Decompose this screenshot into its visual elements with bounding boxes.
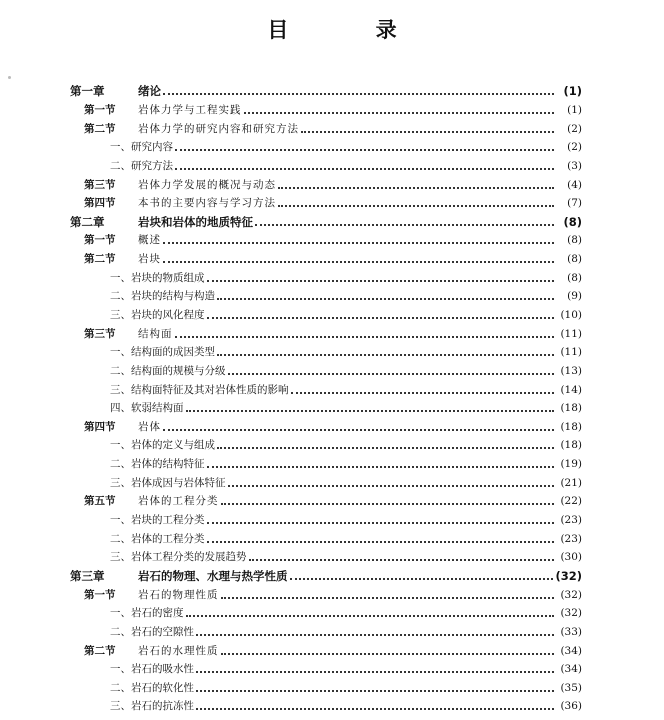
entry-title: 三、结构面特征及其对岩体性质的影响 [110,383,289,396]
entry-number: 第二章 [70,214,105,229]
entry-number: 第二节 [84,122,116,135]
toc-entry-item[interactable] [70,473,582,492]
dot-leader [291,392,555,394]
entry-page-number: (4) [567,178,582,191]
dot-leader [175,149,554,151]
entry-page-number: (32) [560,607,582,620]
dot-leader [163,261,554,263]
entry-page-number: (23) [560,514,582,527]
dot-leader [163,429,554,431]
dot-leader [217,298,554,300]
entry-title: 一、结构面的成因类型 [110,346,215,359]
toc-entry-section[interactable] [70,231,582,250]
toc-entry-item[interactable] [70,268,582,287]
toc-entry-section[interactable] [70,585,582,604]
entry-title: 岩体力学的研究内容和研究方法 [138,122,299,135]
entry-title: 一、岩石的吸水性 [110,663,194,676]
toc-entry-item[interactable] [70,362,582,381]
entry-page-number: (10) [560,309,582,321]
entry-number: 第一节 [84,234,116,247]
dot-leader [207,317,555,319]
toc-entry-chapter[interactable] [70,82,582,101]
toc-entry-section[interactable] [70,119,582,138]
entry-page-number: (9) [567,290,582,303]
toc-entry-item[interactable] [70,623,582,642]
entry-title: 二、岩石的空隙性 [110,625,194,638]
dot-leader [196,671,554,673]
entry-page-number: (18) [560,439,582,452]
dot-leader [290,578,554,580]
entry-page-number: (32) [560,588,582,601]
dot-leader [217,447,554,449]
entry-title: 岩体力学与工程实践 [138,103,242,116]
dot-leader [175,168,554,170]
entry-page-number: (18) [560,402,582,415]
entry-page-number: (3) [567,159,582,172]
entry-title: 结构面 [138,327,173,340]
dot-leader [221,597,555,599]
dot-leader [163,93,554,95]
toc-entry-item[interactable] [70,529,582,548]
entry-title: 岩体的工程分类 [138,495,219,508]
dot-leader [221,503,555,505]
entry-title: 一、岩石的密度 [110,607,184,620]
entry-page-number: (30) [560,551,582,564]
entry-page-number: (34) [560,663,582,676]
entry-title: 二、岩石的软化性 [110,681,194,694]
entry-page-number: (13) [560,364,582,377]
dot-leader [217,354,554,356]
entry-number: 第二节 [84,644,116,657]
entry-page-number: (21) [560,476,582,489]
entry-page-number: (36) [560,700,582,713]
toc-entry-item[interactable] [70,697,582,716]
entry-title: 三、岩石的抗冻性 [110,700,194,713]
toc-entry-item[interactable] [70,679,582,698]
entry-number: 第三节 [84,327,116,340]
entry-title: 四、软弱结构面 [110,402,184,415]
entry-title: 一、研究内容 [110,141,173,154]
dot-leader [228,485,555,487]
entry-page-number: (14) [560,383,582,396]
entry-title: 岩体力学发展的概况与动态 [138,178,276,191]
entry-title: 二、岩体的结构特征 [110,458,205,471]
entry-page-number: (8) [567,271,582,284]
entry-page-number: (18) [560,420,582,433]
entry-title: 三、岩块的风化程度 [110,309,205,321]
entry-title: 岩石的物理性质 [138,588,219,601]
toc-entry-section[interactable] [70,418,582,437]
entry-page-number: (33) [560,625,582,638]
toc-entry-item[interactable] [70,436,582,455]
entry-page-number: (19) [560,458,582,471]
dot-leader [255,224,554,226]
entry-page-number: (23) [560,532,582,545]
entry-title: 三、岩体工程分类的发展趋势 [110,551,247,564]
dot-leader [207,541,555,543]
toc-entry-section[interactable] [70,492,582,511]
entry-title: 二、研究方法 [110,159,173,172]
dot-leader [163,242,554,244]
entry-number: 第二节 [84,253,116,266]
entry-number: 第三章 [70,568,105,583]
toc-entry-item[interactable] [70,157,582,176]
entry-page-number: (35) [560,681,582,694]
toc-entry-item[interactable] [70,380,582,399]
dot-leader [207,466,555,468]
entry-page-number: (8) [563,214,582,229]
toc-entry-chapter[interactable] [70,567,582,586]
entry-title: 岩块和岩体的地质特征 [138,214,253,229]
entry-title: 一、岩块的工程分类 [110,514,205,527]
entry-number: 第四节 [84,420,116,433]
toc-entry-item[interactable] [70,660,582,679]
dot-leader [301,131,554,133]
toc-entry-section[interactable] [70,324,582,343]
entry-page-number: (7) [567,197,582,210]
table-of-contents [70,82,582,716]
entry-page-number: (11) [560,327,582,340]
dot-leader [249,559,555,561]
dot-leader [207,522,555,524]
entry-title: 绪论 [138,84,161,99]
entry-page-number: (22) [560,495,582,508]
dot-leader [186,615,555,617]
dot-leader [196,634,554,636]
entry-title: 一、岩体的定义与组成 [110,439,215,452]
toc-entry-section[interactable] [70,641,582,660]
toc-entry-section[interactable] [70,194,582,213]
entry-title: 本书的主要内容与学习方法 [138,197,276,210]
entry-title: 岩体 [138,420,161,433]
entry-title: 二、结构面的规模与分级 [110,364,226,377]
toc-entry-chapter[interactable] [70,212,582,231]
toc-entry-item[interactable] [70,138,582,157]
entry-page-number: (8) [567,253,582,266]
dot-leader [175,336,555,338]
toc-entry-item[interactable] [70,455,582,474]
toc-entry-item[interactable] [70,399,582,418]
entry-title: 二、岩体的工程分类 [110,532,205,545]
entry-title: 岩石的水理性质 [138,644,219,657]
entry-number: 第四节 [84,197,116,210]
entry-title: 三、岩体成因与岩体特征 [110,476,226,489]
entry-page-number: (34) [560,644,582,657]
toc-entry-section[interactable] [70,250,582,269]
toc-entry-item[interactable] [70,511,582,530]
dot-leader [221,653,555,655]
entry-number: 第一节 [84,103,116,116]
entry-page-number: (1) [567,103,582,116]
entry-title: 岩石的物理、水理与热学性质 [138,568,288,583]
toc-entry-item[interactable] [70,343,582,362]
entry-page-number: (1) [563,84,582,99]
toc-entry-item[interactable] [70,287,582,306]
entry-page-number: (2) [567,122,582,135]
entry-number: 第一节 [84,588,116,601]
toc-entry-section[interactable] [70,101,582,120]
entry-page-number: (8) [567,234,582,247]
dot-leader [196,708,554,710]
dot-leader [207,280,555,282]
toc-entry-item[interactable] [70,548,582,567]
entry-number: 第一章 [70,84,105,99]
toc-entry-section[interactable] [70,175,582,194]
dot-leader [186,410,555,412]
dot-leader [278,187,554,189]
entry-number: 第五节 [84,495,116,508]
entry-number: 第三节 [84,178,116,191]
entry-title: 岩块 [138,253,161,266]
page-title: 目 录 [267,18,437,42]
entry-title: 二、岩块的结构与构造 [110,290,215,303]
dot-leader [244,112,555,114]
entry-page-number: (32) [555,568,582,583]
entry-page-number: (11) [560,346,582,359]
dot-leader [196,690,554,692]
entry-title: 概述 [138,234,161,247]
toc-entry-item[interactable] [70,604,582,623]
scan-speck [8,76,11,79]
toc-entry-item[interactable] [70,306,582,325]
dot-leader [228,373,555,375]
dot-leader [278,205,554,207]
entry-title: 一、岩块的物质组成 [110,271,205,284]
entry-page-number: (2) [567,141,582,154]
